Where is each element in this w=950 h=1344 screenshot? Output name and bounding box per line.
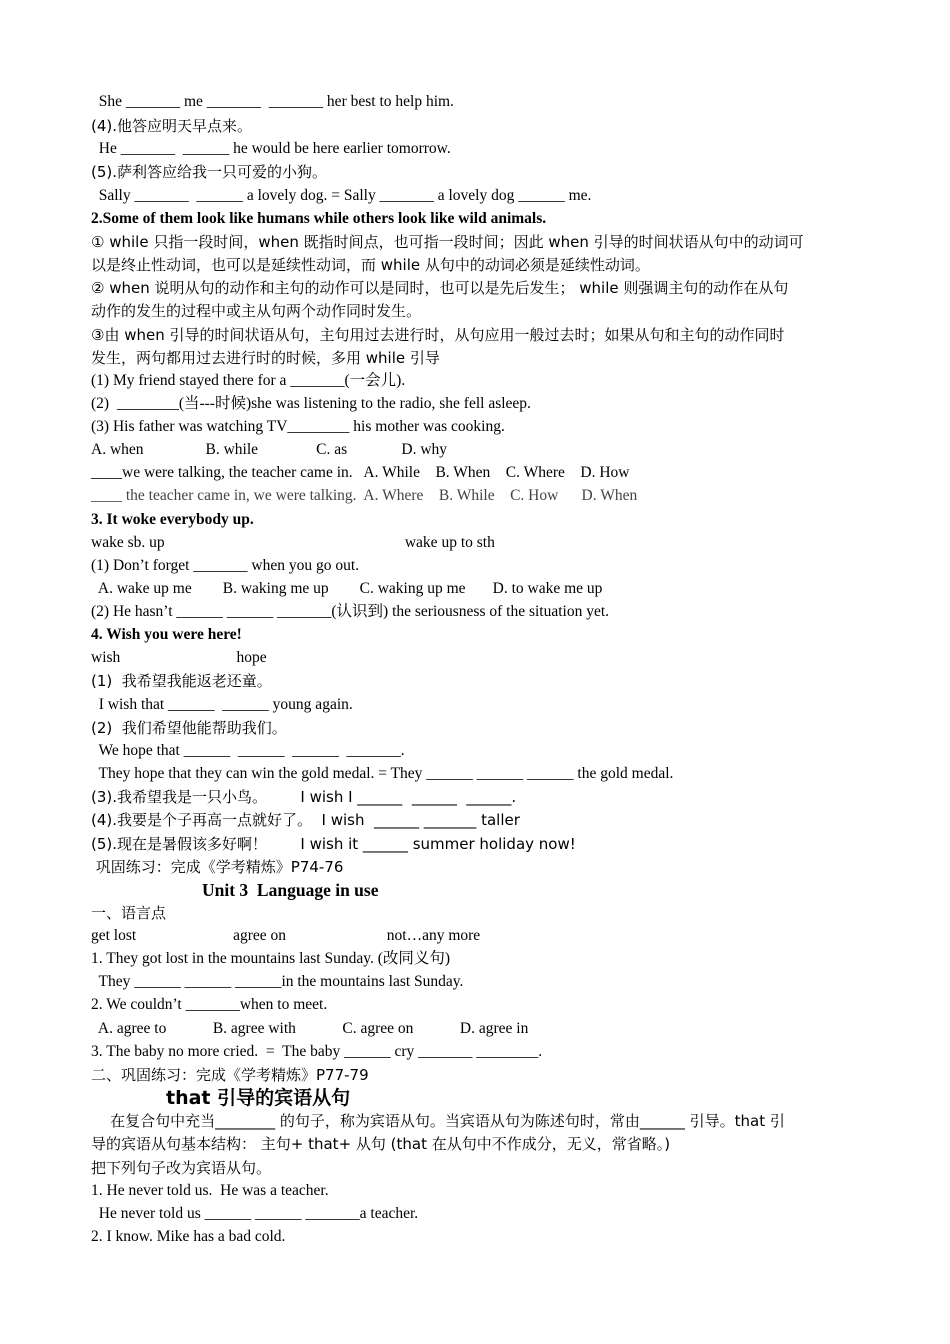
section-heading: 3. It woke everybody up. [91, 511, 254, 528]
exercise-line: ____we were talking, the teacher came in. A. While B. When C. Where D. How [91, 464, 630, 481]
exercise-line: 1. He never told us. He was a teacher. [91, 1182, 329, 1199]
section-heading: 一、语言点 [91, 904, 167, 922]
answer-options: A. agree to B. agree with C. agree on D. agree in [91, 1020, 529, 1037]
exercise-line: (4).我要是个子再高一点就好了。 I wish ______ _______ taller [91, 811, 520, 829]
phrase-row: get lost agree on not…any more [91, 927, 481, 944]
grammar-note: 发生，两句都用过去进行时的时候，多用 while 引导 [91, 349, 440, 367]
exercise-line: (2) ________(当---时候)she was listening to the radio, she fell asleep. [91, 395, 531, 412]
exercise-line: (2) He hasn’t ______ ______ _______(认识到) the seriousness of the situation yet. [91, 603, 610, 620]
exercise-prompt: (1) 我希望我能返老还童。 [91, 672, 272, 690]
section-heading: 4. Wish you were here! [91, 626, 242, 643]
practice-note: 二、巩固练习：完成《学考精炼》P77-79 [91, 1066, 369, 1084]
grammar-note: 导的宾语从句基本结构： 主句+ that+ 从句 (that 在从句中不作成分，无义，常省略。) [91, 1135, 671, 1153]
exercise-line: (3).我希望我是一只小鸟。 I wish I ______ ______ ______. [91, 788, 517, 806]
exercise-prompt: (4).他答应明天早点来。 [91, 117, 253, 135]
exercise-line: ____ the teacher came in, we were talking. A. Where B. While C. How D. When [91, 487, 638, 504]
grammar-note: 以是终止性动词，也可以是延续性动词，而 while 从句中的动词必须是延续性动词。 [91, 256, 650, 274]
instruction: 把下列句子改为宾语从句。 [91, 1159, 272, 1177]
grammar-note: 动作的发生的过程中或主从句两个动作同时发生。 [91, 302, 422, 320]
exercise-line: They ______ ______ ______in the mountains last Sunday. [91, 973, 464, 990]
exercise-line: 2. We couldn’t _______when to meet. [91, 996, 328, 1013]
exercise-line: 1. They got lost in the mountains last Sunday. (改同义句) [91, 950, 451, 967]
phrase-row: wake sb. up wake up to sth [91, 534, 495, 551]
exercise-line: Sally _______ ______ a lovely dog. = Sally _______ a lovely dog ______ me. [91, 187, 592, 204]
grammar-note: 在复合句中充当________ 的句子，称为宾语从句。当宾语从句为陈述句时，常由______ 引导。that 引 [91, 1112, 785, 1130]
exercise-line: (1) My friend stayed there for a _______(一会儿). [91, 372, 406, 389]
exercise-line: She _______ me _______ _______ her best to help him. [91, 93, 454, 110]
exercise-line: I wish that ______ ______ young again. [91, 696, 353, 713]
section-title: that 引导的宾语从句 [166, 1087, 351, 1109]
answer-options: A. when B. while C. as D. why [91, 441, 448, 458]
phrase-row: wish hope [91, 649, 267, 666]
grammar-note: ① while 只指一段时间，when 既指时间点，也可指一段时间；因此 when 引导的时间状语从句中的动词可 [91, 233, 804, 251]
exercise-line: They hope that they can win the gold medal. = They ______ ______ ______ the gold medal. [91, 765, 674, 782]
grammar-note: ② when 说明从句的动作和主句的动作可以是同时，也可以是先后发生； while 则强调主句的动作在从句 [91, 279, 789, 297]
exercise-line: 2. I know. Mike has a bad cold. [91, 1228, 286, 1245]
exercise-line: (3) His father was watching TV________ his mother was cooking. [91, 418, 505, 435]
exercise-line: He never told us ______ ______ _______a teacher. [91, 1205, 419, 1222]
exercise-line: He _______ ______ he would be here earlier tomorrow. [91, 140, 451, 157]
exercise-line: We hope that ______ ______ ______ _______. [91, 742, 405, 759]
practice-note: 巩固练习：完成《学考精炼》P74-76 [91, 858, 344, 876]
grammar-note: ③由 when 引导的时间状语从句，主句用过去进行时，从句应用一般过去时；如果从句和主句的动作同时 [91, 326, 785, 344]
exercise-line: (1) Don’t forget _______ when you go out. [91, 557, 360, 574]
exercise-prompt: (5).萨利答应给我一只可爱的小狗。 [91, 163, 328, 181]
unit-title: Unit 3 Language in use [202, 880, 379, 900]
exercise-line: 3. The baby no more cried. = The baby ______ cry _______ ________. [91, 1043, 543, 1060]
exercise-line: (5).现在是暑假该多好啊！ I wish it ______ summer holiday now! [91, 835, 576, 853]
exercise-prompt: (2) 我们希望他能帮助我们。 [91, 719, 287, 737]
answer-options: A. wake up me B. waking me up C. waking up me D. to wake me up [91, 580, 603, 597]
section-heading: 2.Some of them look like humans while others look like wild animals. [91, 210, 547, 227]
